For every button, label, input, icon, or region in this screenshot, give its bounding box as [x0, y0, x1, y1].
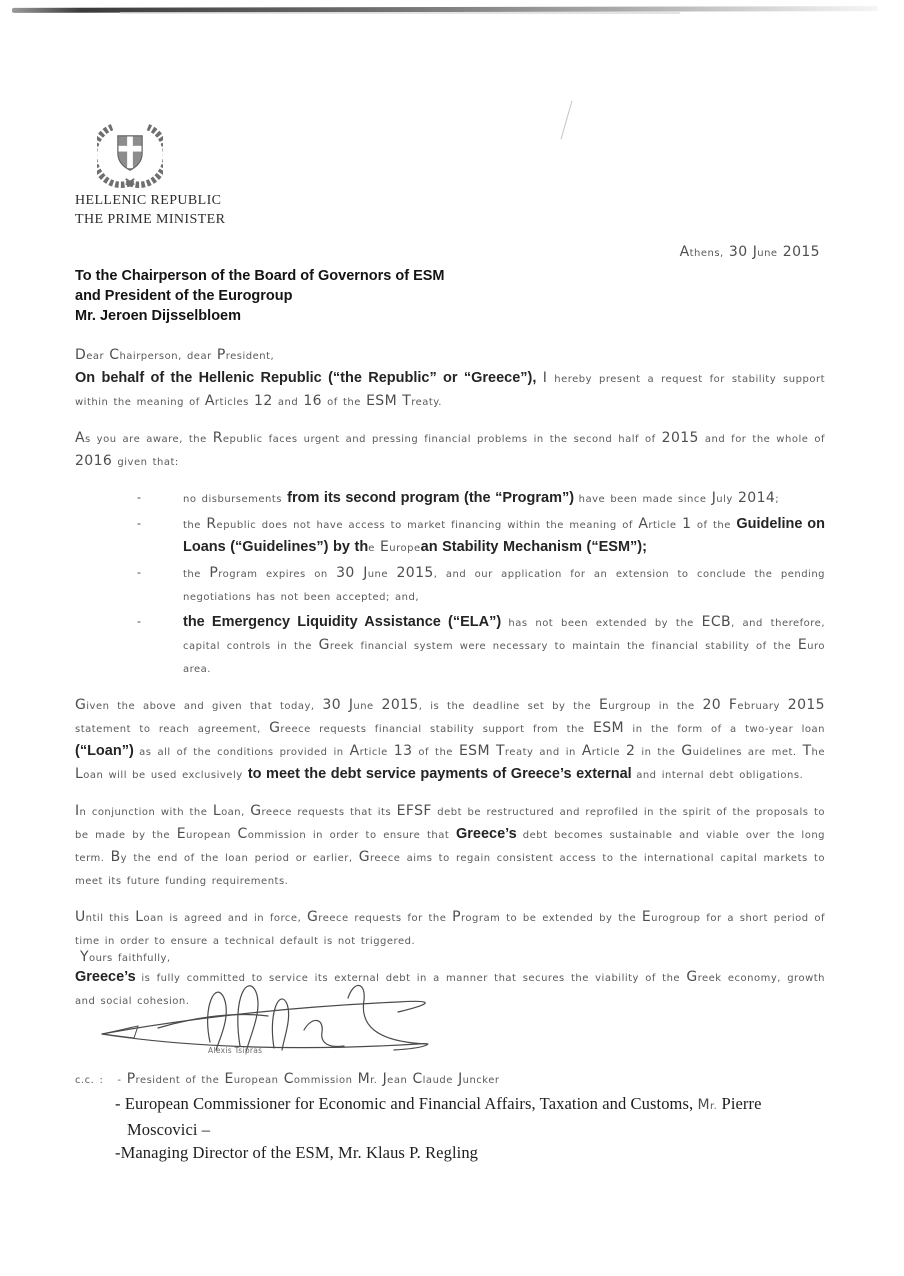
text-run: an Stability Mechanism (“ESM”); [420, 539, 647, 555]
text-run: Guideline on Loans (“Guidelines”) by th [183, 516, 826, 555]
text-run: from its second program (the “Program”) [287, 490, 579, 506]
bullet-text [183, 611, 825, 680]
recipient-line-3: Mr. Jeroen Dijsselbloem [75, 308, 242, 324]
bullet-text [183, 487, 825, 510]
bullet-item-3 [75, 562, 825, 608]
text-run: - President of the European Commission Mr. Jean Claude Juncker [117, 1071, 500, 1087]
text-run: Dear Chairperson, dear President, [75, 347, 275, 363]
org-name: HELLENIC REPUBLIC [75, 193, 222, 208]
text-run: no disbursements [183, 494, 288, 505]
date-text: Athens, 30 June 2015 [679, 244, 820, 260]
cc-label: c.c. : [75, 1075, 104, 1086]
closing-text: Yours faithfully, [80, 949, 171, 965]
text-run: On behalf of the Hellenic Republic (“the Republic” or “Greece”), [75, 370, 543, 386]
bullet-dash: - [137, 490, 141, 504]
bullet-item-1 [75, 487, 825, 510]
cc-block [75, 1066, 834, 1164]
text-run: have been made since July 2014; [578, 490, 780, 506]
text-run: -Managing Director of the ESM, Mr. Klaus P. Regling [115, 1143, 479, 1162]
paragraph-opening [75, 344, 825, 413]
cc-recipient-1 [117, 1066, 499, 1092]
bullet-item-2 [75, 513, 825, 559]
text-run: (“Loan”) [75, 743, 140, 759]
text-run: Greece’s [455, 826, 523, 842]
text-run: as all of the conditions provided in Article 13 of the ESM Treaty and in Article 2 in the Guidelines are met. The Loan will be used exclusively [75, 743, 826, 782]
bullet-dash: - [137, 614, 141, 628]
text-run: e Europe [368, 539, 421, 555]
text-run: Mr. [697, 1097, 718, 1113]
text-run: In conjunction with the Loan, Greece requests that its EFSF debt be restructured and reprofiled in the spirit of the proposals to be made by the European Commission in order to ensure that [75, 803, 825, 842]
org-title: THE PRIME MINISTER [75, 212, 226, 227]
letterhead-org [75, 191, 225, 229]
text-run: the Emergency Liquidity Assistance (“ELA”) [183, 614, 509, 630]
bullet-item-4 [75, 611, 825, 680]
bullet-text [183, 513, 825, 559]
text-run: debt becomes sustainable and viable over the long term. By the end of the loan period or earlier, Greece aims to regain consistent access to the international capital markets to meet its future funding requirements. [75, 830, 825, 887]
paragraph-efsf-restructuring [75, 800, 825, 892]
paragraph-situation [75, 427, 825, 473]
signature-block [98, 972, 478, 1060]
text-run: Given the above and given that today, 30 June 2015, is the deadline set by the Eurgroup in the 20 February 2015 statement to reach agreement, Greece requests financial stability support from the ESM in the form of a two-year loan [75, 697, 825, 736]
text-run: As you are aware, the Republic faces urgent and pressing financial problems in the second half of 2015 and for the whole of 2016 given that: [75, 430, 826, 469]
handwritten-signature-icon [98, 972, 458, 1056]
text-run: has not been extended by the ECB, and therefore, capital controls in the Greek financial system were necessary to maintain the financial stability of the Euro area. [183, 614, 826, 675]
closing-line [80, 946, 171, 965]
letter-body [75, 344, 825, 1026]
text-run: I hereby present a request for stability support within the meaning of Articles 12 and 16 of the ESM Treaty. [75, 370, 825, 409]
cc-recipient-2 [115, 1092, 834, 1118]
text-run: Greece’s [75, 969, 142, 985]
text-run: Pierre [717, 1094, 762, 1113]
text-run: and internal debt obligations. [636, 770, 804, 781]
text-run: Until this Loan is agreed and in force, Greece requests for the Program to be extended by the Eurogroup for a short period of time in order to ensure a technical default is not triggered. [75, 909, 826, 947]
dateline [680, 241, 820, 260]
text-run: is fully committed to service its external debt in a manner that secures the viability of the Greek economy, growth and social cohesion. [75, 969, 826, 1007]
paragraph-request [75, 694, 825, 786]
recipient-line-1: To the Chairperson of the Board of Governors of ESM [75, 268, 445, 284]
recipient-line-2: and President of the Eurogroup [75, 288, 293, 304]
bullet-dash: - [137, 516, 141, 530]
greek-coat-of-arms-icon [97, 118, 163, 192]
bullet-dash: - [137, 565, 141, 579]
text-run: the Program expires on 30 June 2015, and our application for an extension to conclude the pending negotiations has not been accepted; and, [183, 565, 826, 603]
recipient-block [75, 266, 445, 326]
scan-artifact-smudge [120, 12, 680, 14]
text-run: to meet the debt service payments of Greece’s external [247, 766, 637, 782]
text-run: Moscovici – [127, 1120, 211, 1139]
text-run: the Republic does not have access to market financing within the meaning of Article 1 of the [183, 516, 737, 532]
bullet-list-reasons [75, 487, 825, 680]
signatory-name: Alexis Tsipras [208, 1046, 263, 1055]
text-run: - European Commissioner for Economic and Financial Affairs, Taxation and Customs, [115, 1094, 698, 1113]
cc-recipient-3 [127, 1118, 834, 1141]
bullet-text [183, 562, 825, 608]
scan-artifact-slash [561, 101, 573, 140]
cc-recipient-4 [115, 1141, 834, 1164]
paragraph-program-extension [75, 906, 825, 952]
